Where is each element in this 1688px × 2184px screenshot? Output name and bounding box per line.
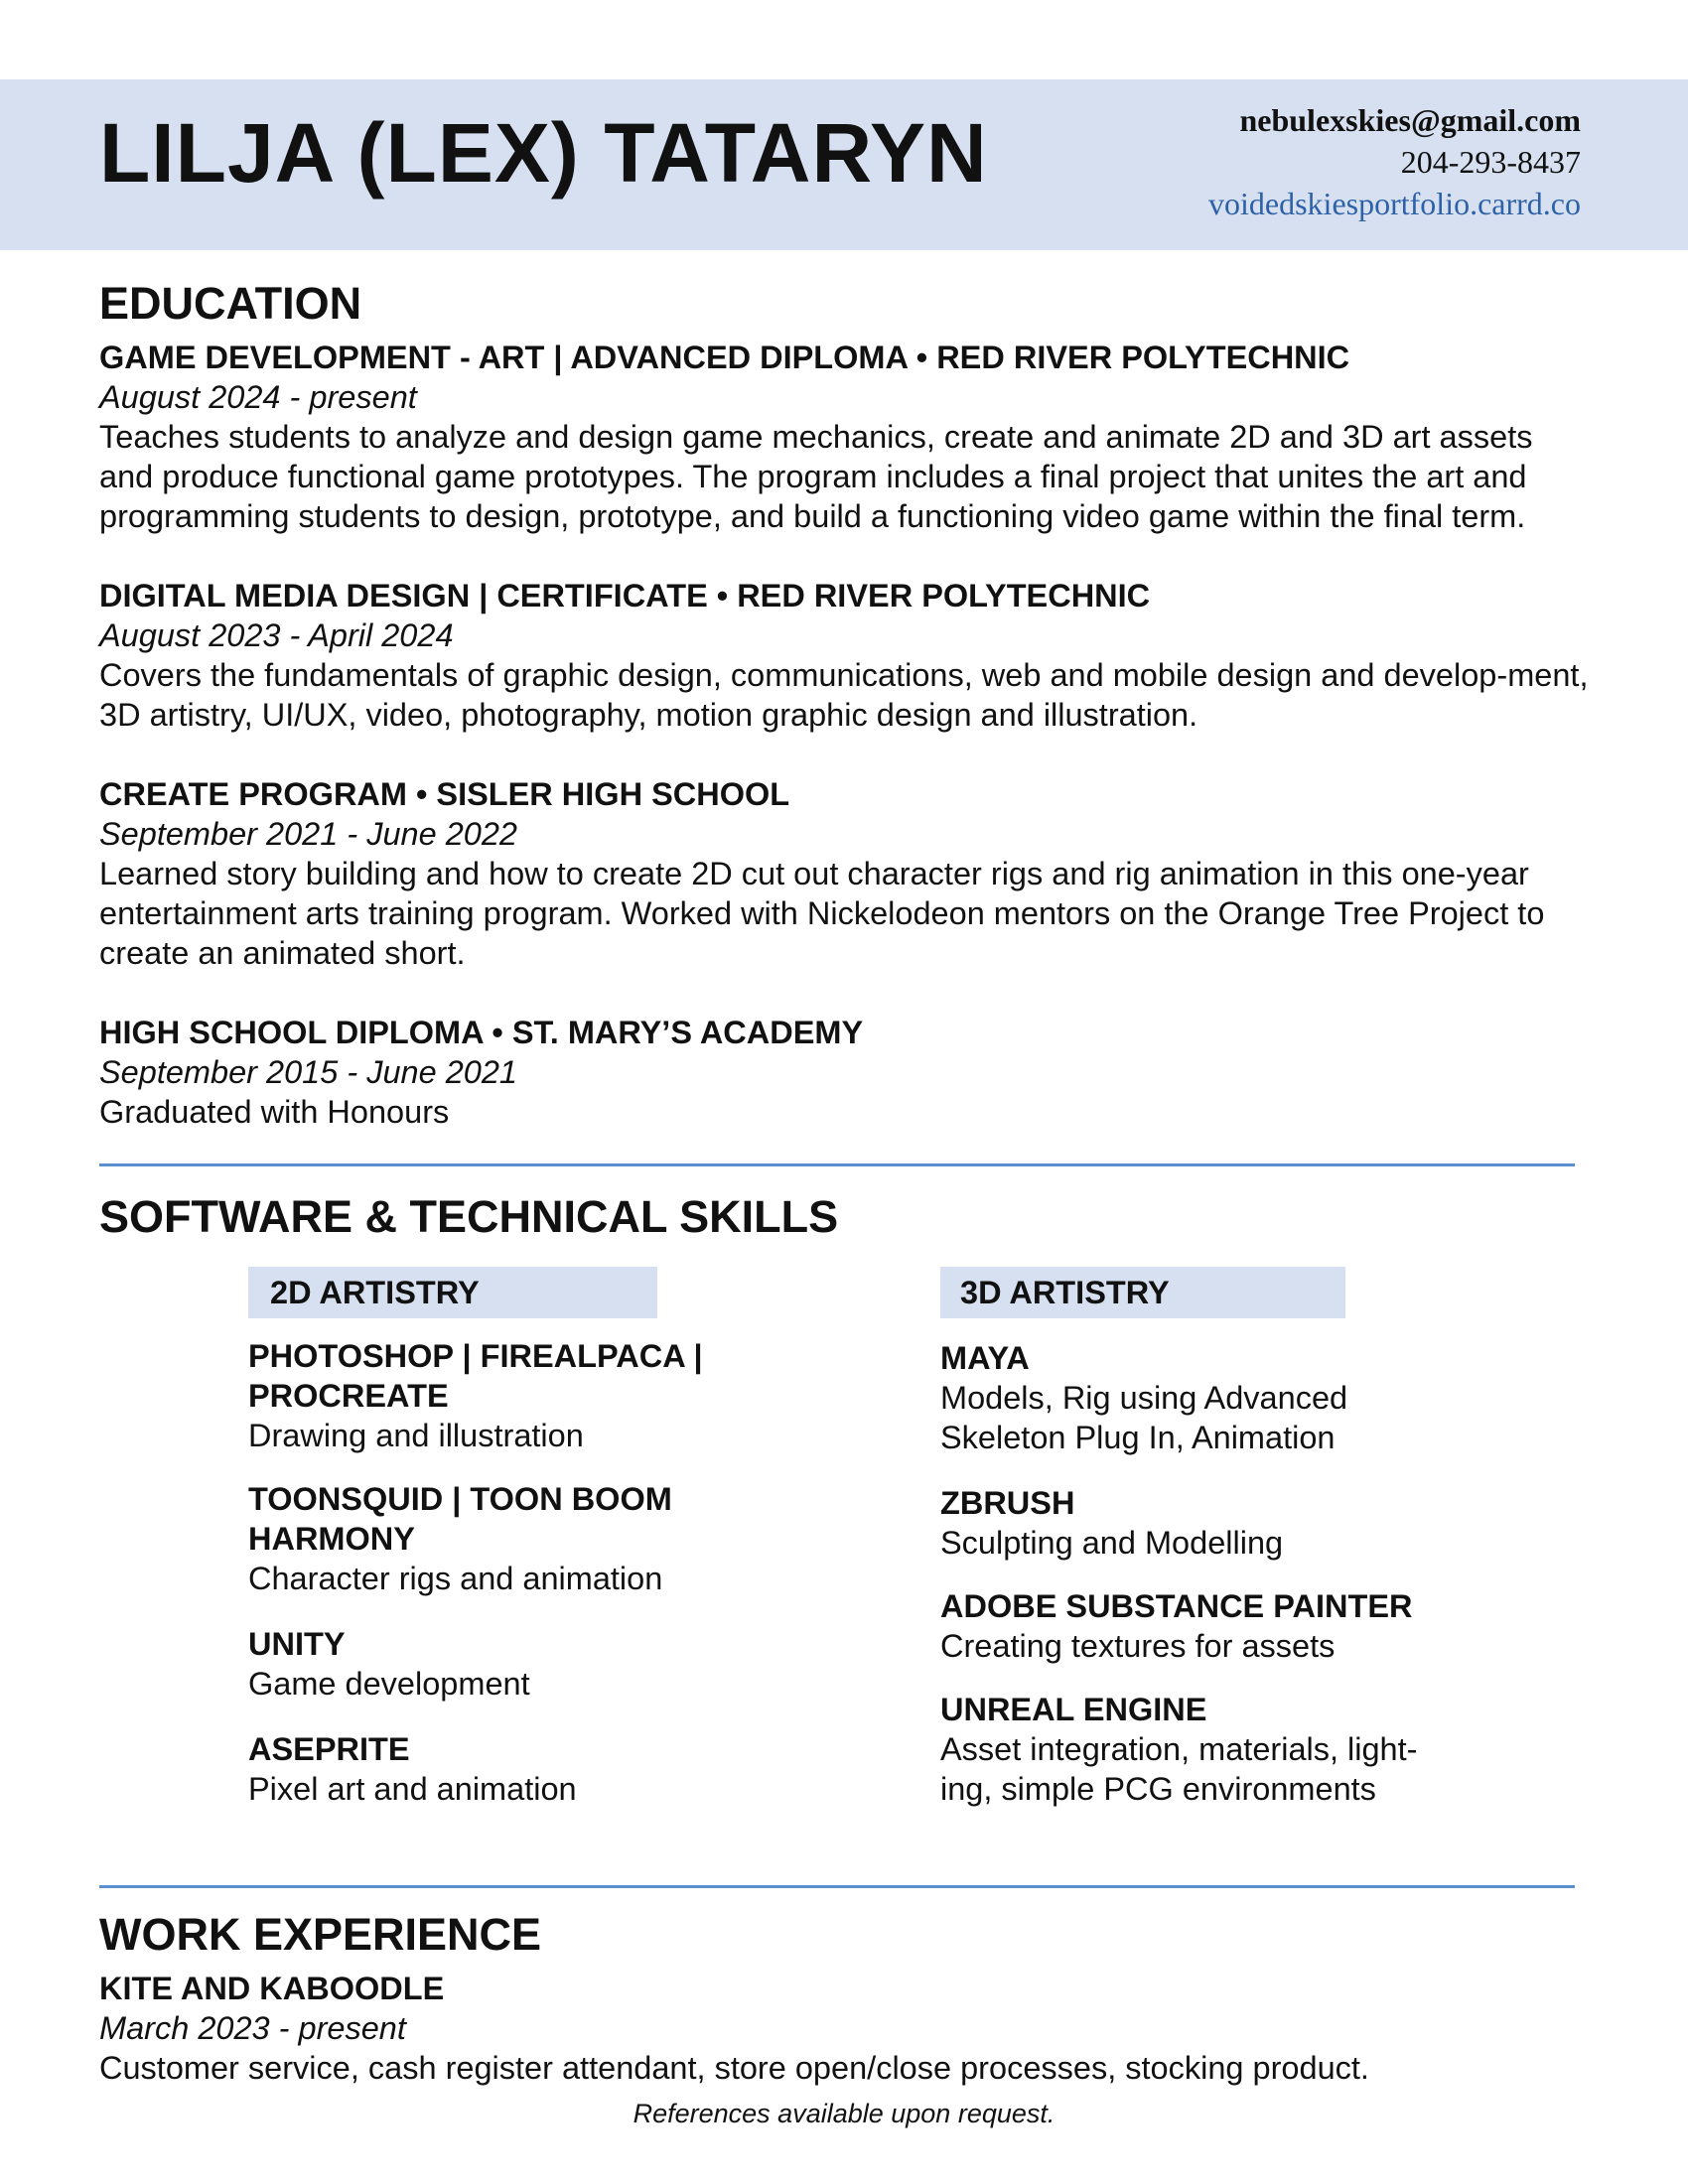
contact-block — [1208, 99, 1581, 224]
skill-description: Sculpting and Modelling — [940, 1525, 1284, 1561]
references-note: References available upon request. — [633, 2099, 1055, 2128]
skill-item — [248, 1479, 745, 1598]
entry-title: HIGH SCHOOL DIPLOMA • ST. MARY’S ACADEMY — [99, 1015, 864, 1050]
skills-heading: SOFTWARE & TECHNICAL SKILLS — [99, 1191, 839, 1242]
skill-name: MAYA — [940, 1340, 1030, 1376]
entry-date: September 2021 - June 2022 — [99, 816, 517, 852]
skill-name: ZBRUSH — [940, 1485, 1075, 1521]
skill-item — [940, 1586, 1457, 1666]
skill-item — [248, 1624, 745, 1704]
work-entry — [99, 1969, 1589, 2088]
skill-description: Asset integration, materials, light-ing, simple PCG environments — [940, 1731, 1418, 1807]
section-divider — [99, 1163, 1575, 1166]
education-entry — [99, 576, 1589, 735]
skill-description: Drawing and illustration — [248, 1418, 584, 1453]
entry-description: Customer service, cash register attendant, store open/close processes, stocking product. — [99, 2050, 1369, 2086]
work-heading: WORK EXPERIENCE — [99, 1909, 542, 1960]
entry-title: KITE AND KABOODLE — [99, 1971, 445, 2006]
entry-description: Teaches students to analyze and design game mechanics, create and animate 2D and 3D art assets and produce functional game prototypes. The program includes a final project that unites the art and programming students to design, prototype, and build a functioning video game within the final term. — [99, 419, 1533, 534]
skill-description: Pixel art and animation — [248, 1771, 577, 1807]
entry-description: Learned story building and how to create 2D cut out character rigs and rig animation in this one-year entertainment arts training program. Worked with Nickelodeon mentors on the Orange Tree Project to create an animated short. — [99, 856, 1545, 971]
portfolio-link[interactable]: voidedskiesportfolio.carrd.co — [1208, 186, 1581, 221]
education-heading: EDUCATION — [99, 278, 362, 329]
skill-item — [940, 1483, 1457, 1563]
skill-description: Models, Rig using Advanced Skeleton Plug In, Animation — [940, 1380, 1348, 1455]
skill-description: Game development — [248, 1666, 530, 1702]
phone: 204-293-8437 — [1400, 144, 1581, 180]
skill-item — [940, 1690, 1457, 1809]
skill-item — [248, 1729, 745, 1809]
applicant-name: LILJA (LEX) TATARYN — [99, 106, 988, 200]
entry-description: Graduated with Honours — [99, 1094, 450, 1130]
email[interactable]: nebulexskies@gmail.com — [1239, 102, 1581, 138]
skill-name: UNREAL ENGINE — [940, 1692, 1207, 1727]
entry-description: Covers the fundamentals of graphic design, communications, web and mobile design and develop-ment, 3D artistry, UI/UX, video, photography, motion graphic design and illustration. — [99, 657, 1589, 733]
skill-name: ASEPRITE — [248, 1731, 410, 1767]
entry-date: August 2023 - April 2024 — [99, 617, 454, 653]
entry-title: GAME DEVELOPMENT - ART | ADVANCED DIPLOMA • RED RIVER POLYTECHNIC — [99, 340, 1350, 375]
skill-name: ADOBE SUBSTANCE PAINTER — [940, 1588, 1413, 1624]
education-entry — [99, 338, 1589, 536]
skill-name: PHOTOSHOP | FIREALPACA | PROCREATE — [248, 1338, 703, 1414]
skill-name: UNITY — [248, 1626, 346, 1662]
education-entry — [99, 1013, 1589, 1132]
skill-description: Character rigs and animation — [248, 1561, 663, 1596]
skill-item — [940, 1338, 1457, 1457]
skill-description: Creating textures for assets — [940, 1628, 1336, 1664]
entry-title: CREATE PROGRAM • SISLER HIGH SCHOOL — [99, 776, 790, 812]
education-entry — [99, 774, 1589, 973]
entry-date: September 2015 - June 2021 — [99, 1054, 517, 1090]
entry-date: August 2024 - present — [99, 379, 417, 415]
2d-artistry-heading: 2D ARTISTRY — [248, 1267, 657, 1318]
entry-title: DIGITAL MEDIA DESIGN | CERTIFICATE • RED RIVER POLYTECHNIC — [99, 578, 1151, 614]
skill-name: TOONSQUID | TOON BOOM HARMONY — [248, 1481, 672, 1557]
3d-artistry-heading: 3D ARTISTRY — [940, 1267, 1345, 1318]
entry-date: March 2023 - present — [99, 2010, 406, 2046]
section-divider — [99, 1885, 1575, 1888]
skill-item — [248, 1336, 745, 1455]
